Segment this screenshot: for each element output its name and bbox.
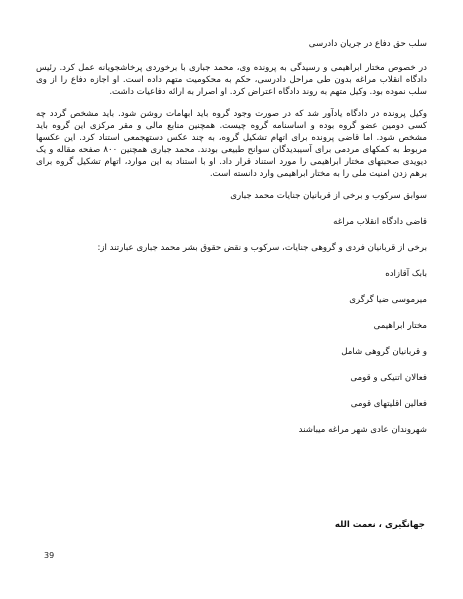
section-heading: سوابق سرکوب و برخی از قربانیان جنایات محمد جباری [230,191,427,201]
list-item: بابک آقازاده [385,269,427,279]
list-item: و قربانیان گروهی شامل [341,347,427,357]
paragraph: در خصوص مختار ابراهیمی و رسیدگی به پرونده وی، محمد جباری با برخوردی پرخاشجویانه عمل کرد. رئیس دادگاه انقلاب مراغه بدون طی مراحل دادرسی، حکم به محکومیت متهم داده است. او اجازه دفاع را از وی سلب نموده بود. وکیل متهم به روند دادگاه اعتراض کرد. او اصرار به ارائه دفاعیات داشت. [36,63,427,97]
position-line: قاضی دادگاه انقلاب مراغه [333,217,427,227]
section-title: سلب حق دفاع در جریان دادرسی [308,39,427,49]
list-item: فعالین اقلیتهای قومی [350,399,427,409]
list-item: مختار ابراهیمی [373,321,427,331]
list-item: فعالان اتنیکی و قومی [350,373,427,383]
list-item: شهروندان عادی شهر مراغه میباشند [298,425,427,435]
author-signature: جهانگیری ، نعمت الله [334,520,425,530]
paragraph: وکیل پرونده در دادگاه یادآور شد که در صورت وجود گروه باید ابهامات روشن شود. باید مشخص گردد چه کسی دومین عضو گروه بوده و اساسنامه گروه چیست. همچنین منابع مالی و مقر مرکزی این گروه باید مشخص شود. اما قاضی پرونده برای اتهام تشکیل گروه، به چند عکس دستهجمعی استناد کرد. این عکسها مربوط به کمکهای مردمی برای آسیبدیدگان سوانح طبیعی بودند. محمد جباری همچنین ۸۰۰ صفحه مقاله و یک دیویدی صحبتهای مختار ابراهیمی را مورد استناد قرار داد. او با استناد به این موارد، اتهام تشکیل گروه برای برهم زدن امنیت ملی را به مختار ابراهیمی وارد دانسته است. [36,109,427,179]
victims-list [36,268,427,436]
victims-intro: برخی از قربانیان فردی و گروهی جنایات، سرکوب و نقض حقوق بشر محمد جباری عبارتند از: [97,243,427,253]
page-number: 39 [44,551,55,560]
document-body [36,38,427,450]
list-item: میرموسی ضیا گرگری [349,295,427,305]
